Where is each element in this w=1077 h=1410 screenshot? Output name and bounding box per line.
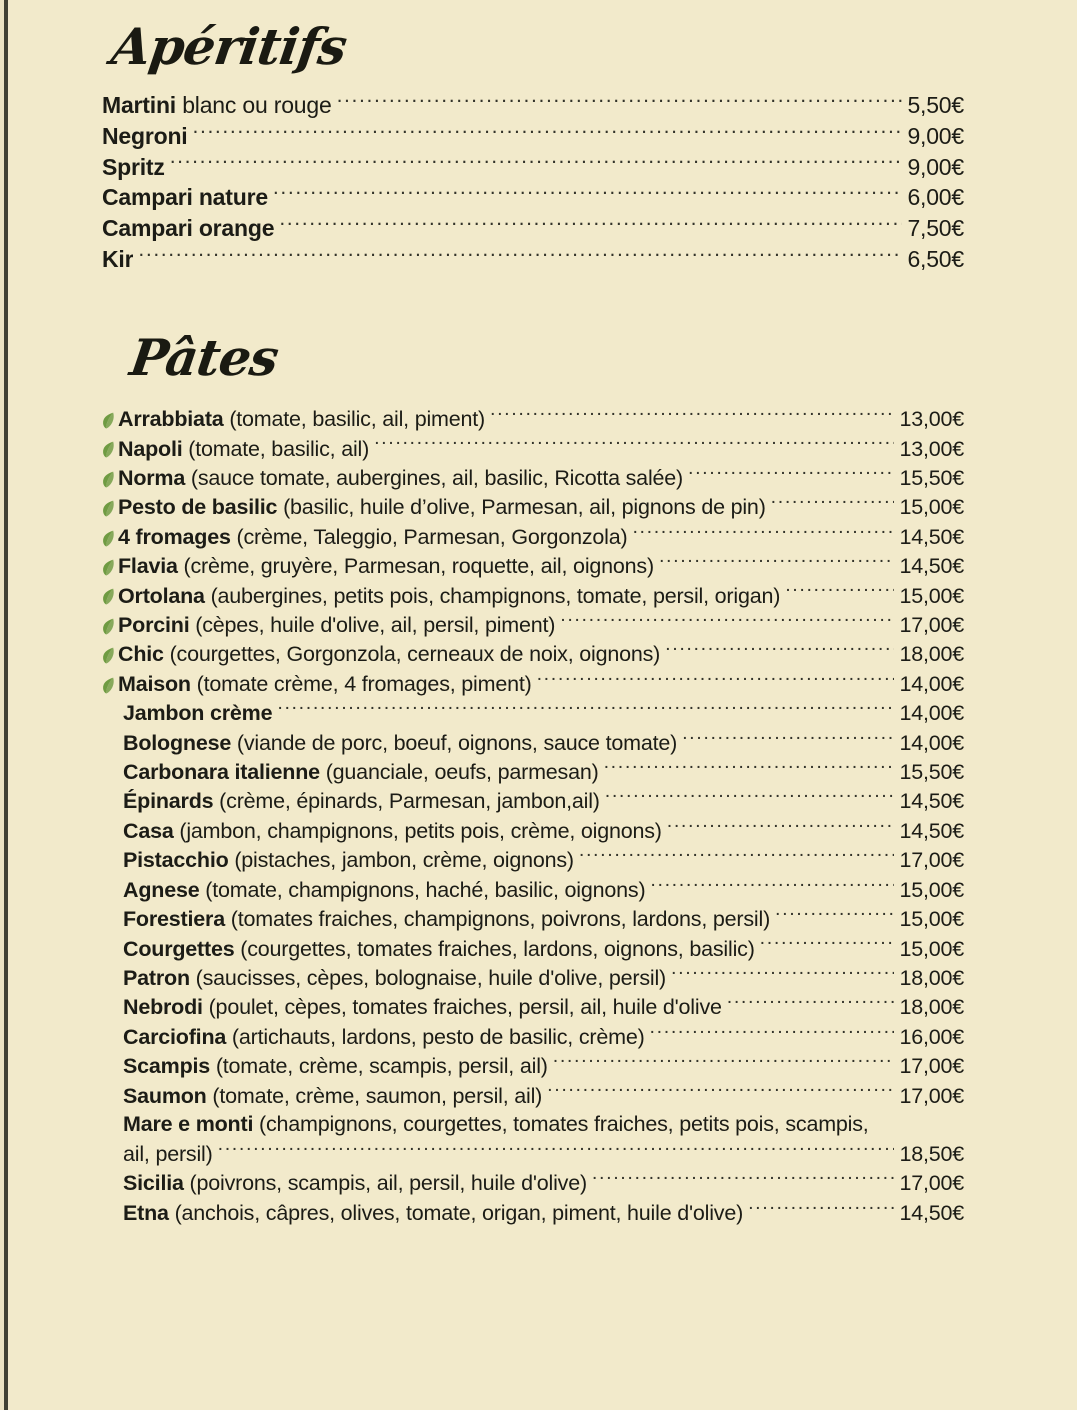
menu-item-name: Carbonara italienne xyxy=(123,760,320,785)
menu-item-name: Forestiera xyxy=(123,907,225,932)
menu-item-text-line2 xyxy=(102,1139,964,1168)
menu-item-text xyxy=(102,1169,587,1198)
menu-item-description: (crème, gruyère, Parmesan, roquette, ail, oignons) xyxy=(177,554,654,579)
menu-item-description: (guanciale, oeufs, parmesan) xyxy=(319,760,599,785)
dot-leader xyxy=(771,493,895,515)
menu-item-text xyxy=(102,699,272,728)
menu-item-row xyxy=(102,464,964,493)
menu-item-name: Martini xyxy=(102,92,176,118)
menu-item-price: 14,50€ xyxy=(899,789,964,814)
menu-item-price: 15,00€ xyxy=(899,936,964,961)
menu-item-price: 14,50€ xyxy=(899,524,964,549)
vegetarian-leaf-icon xyxy=(102,412,118,429)
menu-item-text xyxy=(118,582,780,611)
menu-item-name: Flavia xyxy=(118,554,178,579)
menu-item-row xyxy=(102,213,964,244)
dot-leader xyxy=(537,669,895,691)
dot-leader xyxy=(547,1081,894,1103)
dot-leader xyxy=(671,963,894,985)
menu-item-row xyxy=(102,90,964,121)
menu-item-text xyxy=(118,552,654,581)
menu-item-price: 15,50€ xyxy=(899,466,964,490)
dot-leader xyxy=(374,434,894,456)
dot-leader xyxy=(138,244,902,267)
menu-item-price: 13,00€ xyxy=(899,436,964,461)
menu-item-text xyxy=(102,1052,548,1081)
dot-leader xyxy=(553,1052,895,1074)
menu-item-price: 15,00€ xyxy=(899,495,964,520)
vegetarian-leaf-icon xyxy=(102,588,118,605)
menu-item-text xyxy=(102,183,268,213)
dot-leader xyxy=(748,1198,894,1220)
menu-item-price: 14,00€ xyxy=(899,730,964,755)
menu-item-text-line1 xyxy=(102,1110,964,1139)
dot-leader xyxy=(579,846,895,868)
menu-item-text xyxy=(102,1199,743,1228)
menu-item-row xyxy=(102,522,964,551)
menu-item-text xyxy=(102,905,770,934)
menu-item-text xyxy=(102,758,599,787)
dot-leader xyxy=(682,728,894,750)
menu-item-row xyxy=(102,963,964,992)
menu-item-description: (artichauts, lardons, pesto de basilic, crème) xyxy=(226,1024,645,1049)
menu-item-row xyxy=(102,1052,964,1081)
menu-item-price: 9,00€ xyxy=(907,153,964,180)
menu-item-text xyxy=(102,122,188,152)
dot-leader xyxy=(218,1139,895,1161)
menu-content xyxy=(102,0,964,1228)
menu-item-name: Agnese xyxy=(123,877,200,902)
menu-item-price: 17,00€ xyxy=(899,1171,964,1196)
menu-item-text xyxy=(118,464,683,493)
menu-item-name: Bolognese xyxy=(123,730,232,755)
menu-item-description: (champignons, courgettes, tomates fraiches, petits pois, scampis, xyxy=(253,1112,869,1137)
dot-leader xyxy=(193,121,903,144)
menu-item-description: (tomates fraiches, champignons, poivrons, lardons, persil) xyxy=(224,907,771,932)
menu-item-description: (anchois, câpres, olives, tomate, origan, piment, huile d'olive) xyxy=(168,1200,744,1225)
menu-item-price: 18,50€ xyxy=(899,1141,964,1166)
vegetarian-leaf-icon xyxy=(102,677,118,694)
dot-leader xyxy=(667,816,895,838)
menu-item-description: (tomate, crème, scampis, persil, ail) xyxy=(210,1054,548,1079)
menu-item-price: 6,00€ xyxy=(907,184,964,211)
menu-item-text xyxy=(102,935,755,964)
menu-item-description: blanc ou rouge xyxy=(176,92,332,118)
menu-item-row xyxy=(102,728,964,757)
menu-item-row xyxy=(102,434,964,463)
menu-item-price: 6,50€ xyxy=(907,245,964,272)
menu-item-name: Maison xyxy=(118,671,191,696)
page-edge-strip xyxy=(4,0,8,1410)
dot-leader xyxy=(665,640,894,662)
menu-item-row xyxy=(102,1081,964,1110)
dot-leader xyxy=(785,581,894,603)
menu-item-price: 14,50€ xyxy=(899,818,964,843)
menu-item-description: (tomate, basilic, ail) xyxy=(182,436,370,461)
menu-item-description: (cèpes, huile d'olive, ail, persil, piment) xyxy=(189,613,556,638)
menu-item-price: 17,00€ xyxy=(899,848,964,873)
menu-item-name: Sicilia xyxy=(123,1171,184,1196)
dot-leader xyxy=(688,464,894,486)
menu-item-price: 7,50€ xyxy=(907,215,964,242)
menu-item-name: 4 fromages xyxy=(118,524,231,549)
menu-item-price: 5,50€ xyxy=(907,92,964,118)
menu-item-name: Courgettes xyxy=(123,936,235,961)
vegetarian-leaf-icon xyxy=(102,441,118,458)
vegetarian-leaf-icon xyxy=(102,559,118,576)
menu-item-price: 17,00€ xyxy=(899,1054,964,1079)
menu-item-row xyxy=(102,758,964,787)
menu-item-text xyxy=(102,787,600,816)
dot-leader xyxy=(337,90,903,113)
menu-item-description: (tomate, champignons, haché, basilic, oignons) xyxy=(199,877,646,902)
menu-item-text xyxy=(102,817,662,846)
menu-item-text xyxy=(118,611,555,640)
menu-item-description: (tomate, basilic, ail, piment) xyxy=(223,407,485,432)
menu-item-text xyxy=(118,670,532,699)
menu-item-name: Napoli xyxy=(118,436,183,461)
section-title-pates: Pâtes xyxy=(126,327,282,387)
menu-item-name: Arrabbiata xyxy=(118,407,224,432)
vegetarian-leaf-icon xyxy=(102,530,118,547)
menu-item-row xyxy=(102,846,964,875)
menu-item-row xyxy=(102,699,964,728)
section-spacer xyxy=(102,275,964,333)
dot-leader xyxy=(592,1169,895,1191)
menu-item-text xyxy=(118,640,660,669)
menu-item-name: Mare e monti xyxy=(123,1112,254,1137)
dot-leader xyxy=(659,552,895,574)
menu-item-text xyxy=(102,993,722,1022)
menu-item-row xyxy=(102,875,964,904)
menu-item-price: 18,00€ xyxy=(899,965,964,990)
menu-item-row xyxy=(102,182,964,213)
vegetarian-leaf-icon xyxy=(102,500,118,517)
dot-leader xyxy=(775,905,894,927)
dot-leader xyxy=(279,213,902,236)
menu-item-description: (courgettes, tomates fraiches, lardons, oignons, basilic) xyxy=(234,936,755,961)
menu-item-name: Scampis xyxy=(123,1054,211,1079)
menu-item-text xyxy=(102,846,574,875)
menu-item-row xyxy=(102,611,964,640)
menu-item-price: 14,00€ xyxy=(899,701,964,726)
menu-item-row xyxy=(102,244,964,275)
menu-item-text xyxy=(102,214,274,244)
menu-item-text xyxy=(102,245,133,275)
menu-item-text xyxy=(102,1082,542,1111)
menu-item-name: Campari nature xyxy=(102,184,268,211)
menu-item-price: 15,50€ xyxy=(899,760,964,785)
menu-item-row xyxy=(102,581,964,610)
dot-leader xyxy=(727,993,895,1015)
menu-item-row xyxy=(102,1022,964,1051)
dot-leader xyxy=(170,152,903,175)
menu-item-price: 13,00€ xyxy=(899,407,964,432)
menu-item-text xyxy=(118,493,766,522)
aperitifs-item-list xyxy=(102,90,964,275)
dot-leader xyxy=(273,182,903,205)
menu-item-description: (pistaches, jambon, crème, oignons) xyxy=(228,848,574,873)
vegetarian-leaf-icon xyxy=(102,618,118,635)
menu-item-row xyxy=(102,493,964,522)
menu-item-row xyxy=(102,1198,964,1227)
menu-item-name: Negroni xyxy=(102,122,188,149)
menu-item-text xyxy=(102,91,332,121)
menu-item-description: (poivrons, scampis, ail, persil, huile d'olive) xyxy=(183,1171,587,1196)
menu-item-name: Nebrodi xyxy=(123,995,203,1020)
dot-leader xyxy=(650,875,894,897)
menu-item-row xyxy=(102,640,964,669)
menu-item-name: Pistacchio xyxy=(123,848,229,873)
dot-leader xyxy=(560,611,894,633)
menu-item-text xyxy=(102,876,645,905)
menu-item-name: Casa xyxy=(123,818,174,843)
menu-item-description: (crème, Taleggio, Parmesan, Gorgonzola) xyxy=(230,524,628,549)
menu-item-name: Campari orange xyxy=(102,215,275,242)
dot-leader xyxy=(490,405,894,427)
menu-item-name: Norma xyxy=(118,466,186,490)
menu-item-description: (tomate, crème, saumon, persil, ail) xyxy=(206,1083,543,1108)
menu-item-row xyxy=(102,1110,964,1168)
vegetarian-leaf-icon xyxy=(102,647,118,664)
pates-item-list xyxy=(102,405,964,1228)
dot-leader xyxy=(604,758,895,780)
menu-item-row xyxy=(102,993,964,1022)
menu-item-name: Pesto de basilic xyxy=(118,495,278,520)
menu-item-text xyxy=(102,1023,645,1052)
menu-item-row xyxy=(102,787,964,816)
menu-item-name: Patron xyxy=(123,965,190,990)
menu-item-name: Épinards xyxy=(123,789,214,814)
menu-item-row xyxy=(102,405,964,434)
menu-item-name: Chic xyxy=(118,642,164,667)
menu-item-price: 16,00€ xyxy=(899,1024,964,1049)
menu-item-name: Kir xyxy=(102,245,134,272)
menu-item-price: 14,00€ xyxy=(899,671,964,696)
menu-item-name: Carciofina xyxy=(123,1024,227,1049)
menu-item-row xyxy=(102,669,964,698)
menu-item-price: 17,00€ xyxy=(899,1083,964,1108)
dot-leader xyxy=(632,522,894,544)
menu-item-row xyxy=(102,816,964,845)
menu-item-description: (jambon, champignons, petits pois, crème, oignons) xyxy=(173,818,662,843)
menu-item-text xyxy=(102,153,165,183)
menu-item-name: Ortolana xyxy=(118,583,205,608)
menu-item-name: Jambon crème xyxy=(123,701,273,726)
menu-item-price: 18,00€ xyxy=(899,995,964,1020)
menu-item-description: (tomate crème, 4 fromages, piment) xyxy=(190,671,532,696)
menu-item-description: (aubergines, petits pois, champignons, tomate, persil, origan) xyxy=(204,583,781,608)
dot-leader xyxy=(277,699,894,721)
dot-leader xyxy=(605,787,895,809)
dot-leader xyxy=(650,1022,895,1044)
dot-leader xyxy=(760,934,895,956)
menu-item-text xyxy=(102,729,677,758)
menu-item-price: 14,50€ xyxy=(899,1200,964,1225)
menu-item-price: 15,00€ xyxy=(899,907,964,932)
menu-item-name: Porcini xyxy=(118,613,190,638)
menu-item-row xyxy=(102,121,964,152)
menu-item-text xyxy=(118,435,369,464)
menu-item-text xyxy=(102,964,666,993)
menu-item-description-continued: ail, persil) xyxy=(123,1141,213,1166)
menu-item-price: 18,00€ xyxy=(899,642,964,667)
menu-item-description: (saucisses, cèpes, bolognaise, huile d'olive, persil) xyxy=(189,965,667,990)
vegetarian-leaf-icon xyxy=(102,471,118,488)
menu-item-row xyxy=(102,905,964,934)
menu-item-description: (basilic, huile d’olive, Parmesan, ail, pignons de pin) xyxy=(277,495,766,520)
section-title-aperitifs: Apéritifs xyxy=(107,17,350,76)
menu-item-name: Etna xyxy=(123,1200,169,1225)
menu-item-text xyxy=(118,523,627,552)
menu-item-price: 14,50€ xyxy=(899,554,964,579)
menu-item-name: Spritz xyxy=(102,153,165,180)
menu-item-text xyxy=(118,405,485,434)
menu-item-row xyxy=(102,152,964,183)
menu-item-price: 9,00€ xyxy=(907,122,964,149)
menu-item-price: 15,00€ xyxy=(899,877,964,902)
menu-item-description: (viande de porc, boeuf, oignons, sauce tomate) xyxy=(231,730,678,755)
menu-item-name: Saumon xyxy=(123,1083,207,1108)
menu-item-description: (crème, épinards, Parmesan, jambon,ail) xyxy=(213,789,600,814)
menu-item-row xyxy=(102,1169,964,1198)
menu-item-row xyxy=(102,934,964,963)
menu-item-description: (courgettes, Gorgonzola, cerneaux de noix, oignons) xyxy=(163,642,661,667)
menu-item-row xyxy=(102,552,964,581)
menu-item-price: 17,00€ xyxy=(899,613,964,638)
menu-item-description: (sauce tomate, aubergines, ail, basilic, Ricotta salée) xyxy=(185,466,683,490)
menu-item-price: 15,00€ xyxy=(899,583,964,608)
menu-item-description: (poulet, cèpes, tomates fraiches, persil, ail, huile d'olive xyxy=(202,995,722,1020)
